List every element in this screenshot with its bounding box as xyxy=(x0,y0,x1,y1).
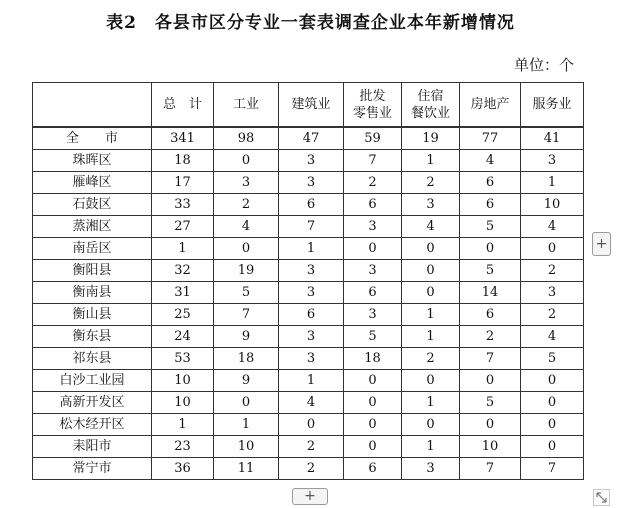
header-lodging-catering-line1: 住宿 xyxy=(417,88,444,104)
table-cell: 4 xyxy=(521,326,584,348)
add-row-button[interactable]: + xyxy=(292,488,328,505)
header-wholesale-retail xyxy=(344,83,402,128)
table-cell: 3 xyxy=(344,216,402,238)
table-cell: 6 xyxy=(460,304,521,326)
table-cell: 2 xyxy=(521,260,584,282)
table-cell: 6 xyxy=(344,458,402,480)
table-cell: 31 xyxy=(152,282,214,304)
table-cell: 2 xyxy=(279,436,344,458)
table-cell: 0 xyxy=(521,370,584,392)
row-region-name: 祁东县 xyxy=(33,348,152,370)
row-region-name: 石鼓区 xyxy=(33,194,152,216)
table-cell: 6 xyxy=(344,194,402,216)
table-cell: 6 xyxy=(460,172,521,194)
table-cell: 0 xyxy=(344,238,402,260)
table-cell: 3 xyxy=(344,260,402,282)
table-row xyxy=(33,458,584,480)
header-cell-blank xyxy=(33,83,152,128)
table-resize-handle[interactable] xyxy=(593,489,610,506)
table-row xyxy=(33,260,584,282)
header-services: 服务业 xyxy=(521,83,584,128)
table-cell: 7 xyxy=(460,348,521,370)
header-wholesale-retail-line2: 零售业 xyxy=(352,105,392,121)
row-region-name: 全 市 xyxy=(33,127,152,150)
table-cell: 3 xyxy=(344,304,402,326)
table-cell: 3 xyxy=(279,282,344,304)
table-cell: 2 xyxy=(521,304,584,326)
table-cell: 7 xyxy=(344,150,402,172)
table-cell: 14 xyxy=(460,282,521,304)
table-row xyxy=(33,216,584,238)
table-row xyxy=(33,436,584,458)
table-row xyxy=(33,238,584,260)
table-cell: 59 xyxy=(344,127,402,150)
header-industry: 工业 xyxy=(214,83,279,128)
table-cell: 0 xyxy=(460,414,521,436)
table-cell: 18 xyxy=(344,348,402,370)
table-cell: 6 xyxy=(460,194,521,216)
table-cell: 5 xyxy=(460,216,521,238)
table-cell: 47 xyxy=(279,127,344,150)
table-cell: 9 xyxy=(214,370,279,392)
row-region-name: 珠晖区 xyxy=(33,150,152,172)
row-region-name: 衡南县 xyxy=(33,282,152,304)
table-cell: 11 xyxy=(214,458,279,480)
table-cell: 98 xyxy=(214,127,279,150)
table-cell: 0 xyxy=(344,414,402,436)
statistics-table xyxy=(32,82,584,480)
table-cell: 4 xyxy=(214,216,279,238)
table-cell: 24 xyxy=(152,326,214,348)
table-cell: 3 xyxy=(521,150,584,172)
table-cell: 3 xyxy=(214,172,279,194)
table-row xyxy=(33,414,584,436)
table-cell: 0 xyxy=(344,436,402,458)
table-cell: 17 xyxy=(152,172,214,194)
table-cell: 77 xyxy=(460,127,521,150)
row-region-name: 衡阳县 xyxy=(33,260,152,282)
header-total: 总 计 xyxy=(152,83,214,128)
table-cell: 41 xyxy=(521,127,584,150)
table-cell: 18 xyxy=(152,150,214,172)
header-wholesale-retail-line1: 批发 xyxy=(359,88,386,104)
table-row xyxy=(33,370,584,392)
table-cell: 0 xyxy=(402,414,460,436)
table-cell: 4 xyxy=(521,216,584,238)
row-region-name: 雁峰区 xyxy=(33,172,152,194)
table-cell: 3 xyxy=(279,260,344,282)
table-cell: 7 xyxy=(214,304,279,326)
table-cell: 19 xyxy=(402,127,460,150)
table-cell: 2 xyxy=(402,348,460,370)
table-cell: 0 xyxy=(279,414,344,436)
table-cell: 7 xyxy=(460,458,521,480)
table-cell: 5 xyxy=(521,348,584,370)
table-cell: 341 xyxy=(152,127,214,150)
table-cell: 3 xyxy=(279,172,344,194)
table-cell: 0 xyxy=(460,370,521,392)
resize-arrows-icon xyxy=(594,490,609,505)
table-cell: 32 xyxy=(152,260,214,282)
table-cell: 6 xyxy=(279,194,344,216)
table-cell: 1 xyxy=(152,414,214,436)
table-cell: 3 xyxy=(279,150,344,172)
table-cell: 2 xyxy=(460,326,521,348)
table-cell: 53 xyxy=(152,348,214,370)
row-region-name: 松木经开区 xyxy=(33,414,152,436)
table-title: 表2 各县市区分专业一套表调查企业本年新增情况 xyxy=(106,13,515,33)
table-cell: 0 xyxy=(521,414,584,436)
row-region-name: 南岳区 xyxy=(33,238,152,260)
header-construction: 建筑业 xyxy=(279,83,344,128)
table-cell: 4 xyxy=(460,150,521,172)
table-cell: 10 xyxy=(521,194,584,216)
table-row xyxy=(33,194,584,216)
table-cell: 7 xyxy=(521,458,584,480)
table-cell: 1 xyxy=(214,414,279,436)
table-cell: 6 xyxy=(279,304,344,326)
table-cell: 33 xyxy=(152,194,214,216)
table-cell: 0 xyxy=(214,150,279,172)
table-row xyxy=(33,127,584,150)
table-row xyxy=(33,282,584,304)
table-cell: 9 xyxy=(214,326,279,348)
table-cell: 2 xyxy=(214,194,279,216)
table-cell: 1 xyxy=(152,238,214,260)
table-cell: 1 xyxy=(402,150,460,172)
table-cell: 0 xyxy=(460,238,521,260)
table-cell: 0 xyxy=(402,238,460,260)
table-cell: 6 xyxy=(344,282,402,304)
table-cell: 36 xyxy=(152,458,214,480)
table-cell: 0 xyxy=(521,238,584,260)
table-cell: 5 xyxy=(460,260,521,282)
row-region-name: 衡山县 xyxy=(33,304,152,326)
table-cell: 0 xyxy=(214,392,279,414)
table-cell: 3 xyxy=(521,282,584,304)
table-cell: 3 xyxy=(279,326,344,348)
table-row xyxy=(33,348,584,370)
table-cell: 0 xyxy=(402,282,460,304)
table-cell: 1 xyxy=(402,392,460,414)
table-cell: 4 xyxy=(279,392,344,414)
row-region-name: 白沙工业园 xyxy=(33,370,152,392)
table-cell: 5 xyxy=(344,326,402,348)
table-cell: 0 xyxy=(521,436,584,458)
table-cell: 1 xyxy=(402,436,460,458)
table-cell: 3 xyxy=(402,194,460,216)
table-cell: 10 xyxy=(152,392,214,414)
table-cell: 3 xyxy=(279,348,344,370)
table-row xyxy=(33,304,584,326)
table-cell: 0 xyxy=(344,370,402,392)
table-cell: 1 xyxy=(402,304,460,326)
header-lodging-catering-line2: 餐饮业 xyxy=(410,105,450,121)
row-region-name: 衡东县 xyxy=(33,326,152,348)
table-cell: 2 xyxy=(402,172,460,194)
table-row xyxy=(33,392,584,414)
table-cell: 1 xyxy=(402,326,460,348)
table-cell: 25 xyxy=(152,304,214,326)
table-cell: 23 xyxy=(152,436,214,458)
table-cell: 1 xyxy=(521,172,584,194)
row-region-name: 蒸湘区 xyxy=(33,216,152,238)
header-lodging-catering xyxy=(402,83,460,128)
table-cell: 18 xyxy=(214,348,279,370)
table-cell: 0 xyxy=(402,260,460,282)
row-region-name: 高新开发区 xyxy=(33,392,152,414)
add-column-button[interactable]: + xyxy=(592,232,611,256)
table-cell: 5 xyxy=(214,282,279,304)
table-row xyxy=(33,172,584,194)
table-cell: 0 xyxy=(402,370,460,392)
table-cell: 0 xyxy=(214,238,279,260)
table-cell: 10 xyxy=(152,370,214,392)
header-real-estate: 房地产 xyxy=(460,83,521,128)
table-cell: 0 xyxy=(521,392,584,414)
table-cell: 0 xyxy=(344,392,402,414)
row-region-name: 耒阳市 xyxy=(33,436,152,458)
table-cell: 2 xyxy=(279,458,344,480)
table-header-row xyxy=(33,83,584,128)
table-cell: 10 xyxy=(214,436,279,458)
table-cell: 1 xyxy=(279,238,344,260)
table-cell: 10 xyxy=(460,436,521,458)
table-row xyxy=(33,150,584,172)
table-cell: 27 xyxy=(152,216,214,238)
table-cell: 7 xyxy=(279,216,344,238)
table-cell: 3 xyxy=(402,458,460,480)
table-cell: 5 xyxy=(460,392,521,414)
table-cell: 2 xyxy=(344,172,402,194)
table-cell: 4 xyxy=(402,216,460,238)
table-cell: 1 xyxy=(279,370,344,392)
table-row xyxy=(33,326,584,348)
unit-label: 单位：个 xyxy=(514,56,575,74)
row-region-name: 常宁市 xyxy=(33,458,152,480)
table-cell: 19 xyxy=(214,260,279,282)
